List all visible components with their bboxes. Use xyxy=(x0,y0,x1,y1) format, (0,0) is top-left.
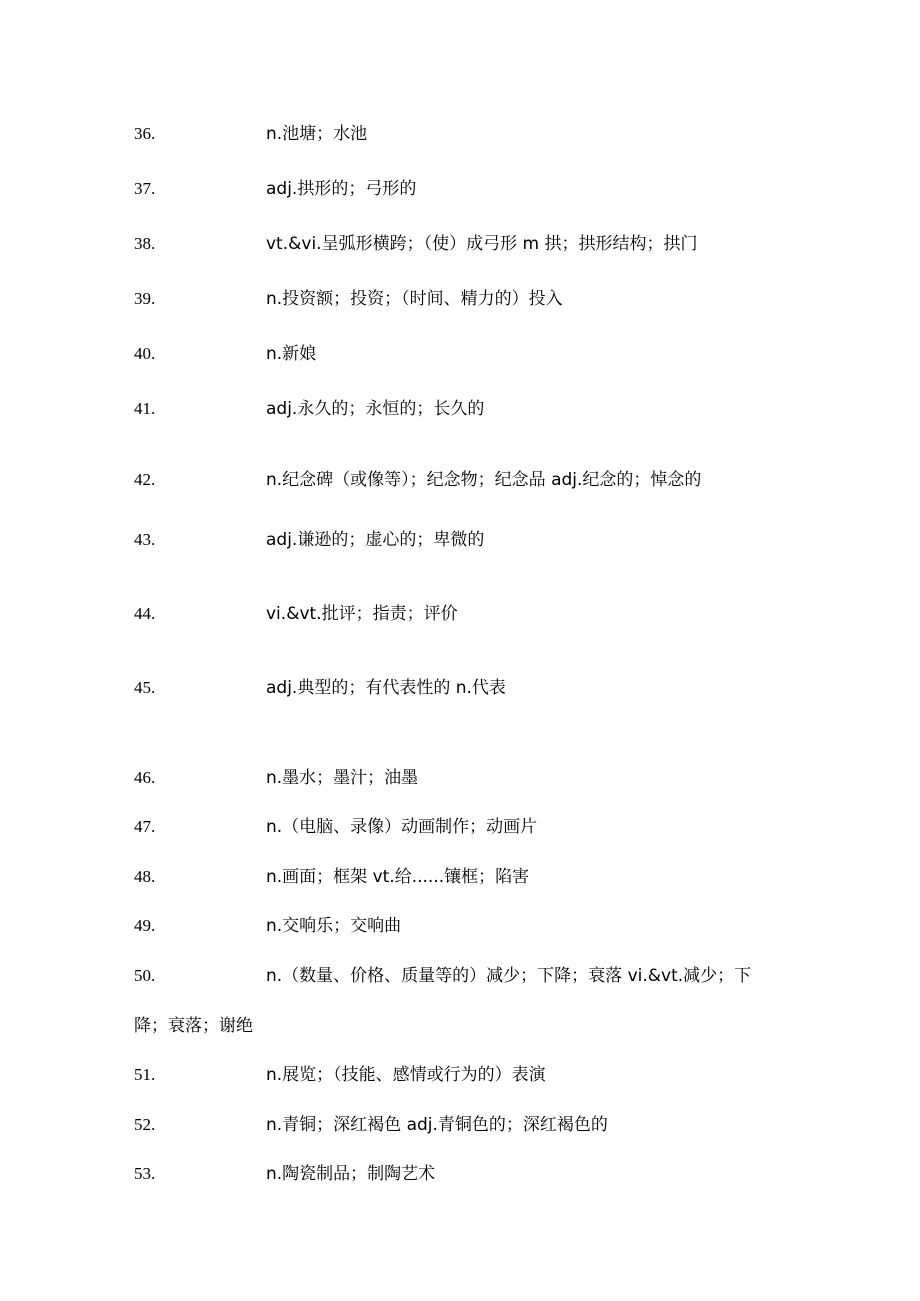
entry-definition: n.青铜；深红褐色 adj.青铜色的；深红褐色的 xyxy=(266,1115,608,1135)
entry-36 xyxy=(0,122,920,146)
entry-47 xyxy=(0,815,920,839)
entry-number: 37. xyxy=(134,179,156,198)
entry-number: 50. xyxy=(134,966,156,985)
entry-number: 44. xyxy=(134,604,156,623)
entry-definition: adj.谦逊的；虚心的；卑微的 xyxy=(266,530,485,550)
entry-definition: n.新娘 xyxy=(266,344,317,364)
entry-39 xyxy=(0,287,920,311)
entry-definition: n.投资额；投资；（时间、精力的）投入 xyxy=(266,289,563,309)
entry-48 xyxy=(0,865,920,889)
entry-44 xyxy=(0,602,920,626)
entry-51 xyxy=(0,1063,920,1087)
entry-number: 52. xyxy=(134,1115,156,1134)
entry-50 xyxy=(0,964,920,988)
entry-number: 36. xyxy=(134,124,156,143)
entry-definition: adj.永久的；永恒的；长久的 xyxy=(266,399,485,419)
entry-definition: n.展览；（技能、感情或行为的）表演 xyxy=(266,1065,546,1085)
entry-46 xyxy=(0,766,920,790)
entry-53 xyxy=(0,1162,920,1186)
entry-number: 49. xyxy=(134,916,156,935)
entry-definition: n.墨水；墨汁；油墨 xyxy=(266,768,419,788)
entry-definition: adj.典型的；有代表性的 n.代表 xyxy=(266,678,506,698)
entry-number: 51. xyxy=(134,1065,156,1084)
entry-37 xyxy=(0,177,920,201)
entry-definition: n.陶瓷制品；制陶艺术 xyxy=(266,1164,436,1184)
entry-definition: n.画面；框架 vt.给......镶框；陷害 xyxy=(266,867,530,887)
entry-number: 45. xyxy=(134,678,156,697)
entry-45 xyxy=(0,676,920,700)
entry-52 xyxy=(0,1113,920,1137)
entry-number: 46. xyxy=(134,768,156,787)
entry-number: 38. xyxy=(134,234,156,253)
entry-38 xyxy=(0,232,920,256)
entry-number: 40. xyxy=(134,344,156,363)
entry-number: 47. xyxy=(134,817,156,836)
entry-49 xyxy=(0,914,920,938)
entry-number: 39. xyxy=(134,289,156,308)
entry-50-continuation: 降；衰落；谢绝 xyxy=(134,1016,253,1036)
entry-number: 53. xyxy=(134,1164,156,1183)
entry-number: 42. xyxy=(134,470,156,489)
entry-43 xyxy=(0,528,920,552)
entry-40 xyxy=(0,342,920,366)
entry-42 xyxy=(0,468,920,492)
entry-number: 41. xyxy=(134,399,156,418)
entry-definition: n.（数量、价格、质量等的）减少；下降；衰落 vi.&vt.减少；下 xyxy=(266,966,752,986)
entry-number: 48. xyxy=(134,867,156,886)
entry-definition: adj.拱形的；弓形的 xyxy=(266,179,417,199)
entry-41 xyxy=(0,397,920,421)
entry-definition: n.池塘；水池 xyxy=(266,124,368,144)
entry-definition: n.交响乐；交响曲 xyxy=(266,916,402,936)
entry-definition: n.纪念碑（或像等）；纪念物；纪念品 adj.纪念的；悼念的 xyxy=(266,470,702,490)
entry-definition: vi.&vt.批评；指责；评价 xyxy=(266,604,458,624)
entry-definition: vt.&vi.呈弧形横跨；（使）成弓形 m 拱；拱形结构；拱门 xyxy=(266,234,698,254)
entry-definition: n.（电脑、录像）动画制作；动画片 xyxy=(266,817,538,837)
entry-number: 43. xyxy=(134,530,156,549)
